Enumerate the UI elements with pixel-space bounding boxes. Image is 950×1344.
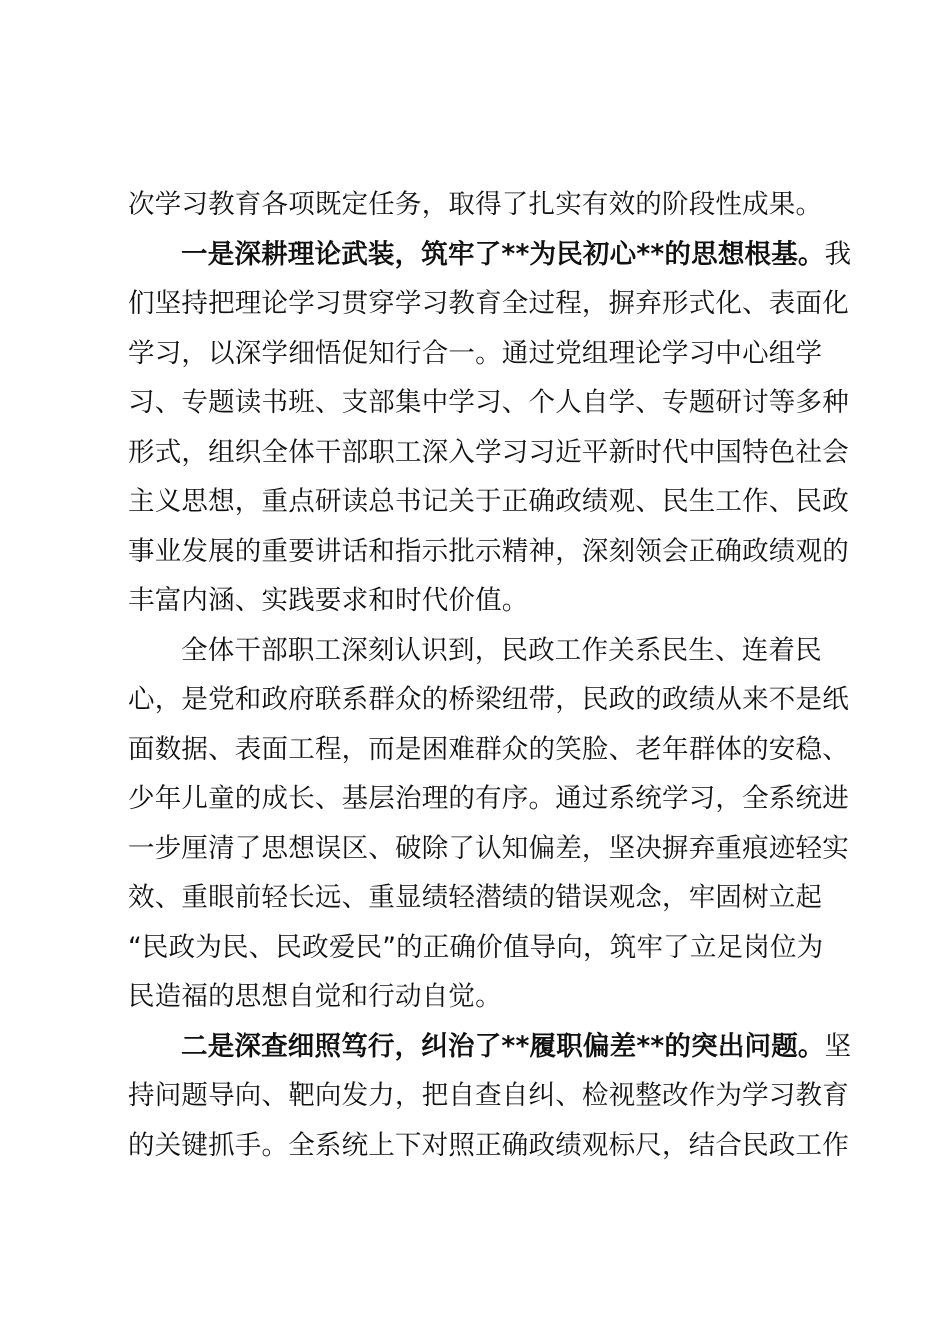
text-line (128, 180, 832, 230)
text-line (128, 725, 849, 775)
text-line (128, 923, 832, 973)
text-line (128, 1121, 849, 1171)
body-text-segment: 次学习教育各项既定任务，取得了扎实有效的阶段性成果。 (128, 189, 823, 220)
body-text-segment: 民造福的思想自觉和行动自觉。 (128, 981, 502, 1012)
bold-heading-text: 一是深耕理论武装，筑牢了**为民初心**的思想根基。 (181, 238, 825, 270)
body-text-segment: 一步厘清了思想误区、破除了认知偏差，坚决摒弃重痕迹轻实 (128, 832, 849, 864)
text-line (128, 378, 849, 428)
text-line (128, 428, 849, 478)
text-line (128, 774, 849, 824)
document-body (128, 180, 852, 1170)
bold-heading-text: 二是深查细照笃行，纠治了**履职偏差**的突出问题。 (181, 1030, 825, 1062)
body-text-segment: 少年儿童的成长、基层治理的有序。通过系统学习，全系统进 (128, 783, 849, 814)
text-line (128, 477, 849, 527)
text-line (128, 230, 852, 280)
body-text-segment: “民政为民、民政爱民”的正确价值导向，筑牢了立足岗位为 (128, 931, 824, 963)
body-text-segment: 习、专题读书班、支部集中学习、个人自学、专题研讨等多种 (128, 387, 849, 418)
text-line (128, 824, 849, 874)
text-line (128, 576, 832, 626)
text-line (128, 626, 832, 676)
body-text-segment: 面数据、表面工程，而是困难群众的笑脸、老年群体的安稳、 (128, 733, 849, 765)
text-line (128, 329, 832, 379)
body-text-segment: 效、重眼前轻长远、重显绩轻潜绩的错误观念，牢固树立起 (128, 882, 823, 913)
body-text-segment: 主义思想，重点研读总书记关于正确政绩观、民生工作、民政 (128, 486, 849, 517)
text-line (128, 1071, 849, 1121)
body-text-segment: 丰富内涵、实践要求和时代价值。 (128, 585, 529, 616)
body-text-segment: 学习，以深学细悟促知行合一。通过党组理论学习中心组学 (128, 337, 823, 369)
text-line (128, 873, 832, 923)
body-text-segment: 们坚持把理论学习贯穿学习教育全过程，摒弃形式化、表面化 (128, 288, 849, 319)
text-line (128, 527, 849, 577)
body-text-segment: 我 (824, 238, 852, 270)
body-text-segment: 形式，组织全体干部职工深入学习习近平新时代中国特色社会 (128, 436, 849, 468)
body-text-segment: 坚 (824, 1030, 852, 1062)
body-text-segment: 事业发展的重要讲话和指示批示精神，深刻领会正确政绩观的 (128, 535, 849, 567)
body-text-segment: 心，是党和政府联系群众的桥梁纽带，民政的政绩从来不是纸 (128, 684, 849, 715)
text-line (128, 279, 849, 329)
body-text-segment: 全体干部职工深刻认识到，民政工作关系民生、连着民 (181, 634, 822, 666)
text-line (128, 1022, 852, 1072)
body-text-segment: 的关键抓手。全系统上下对照正确政绩观标尺，结合民政工作 (128, 1129, 849, 1161)
text-line (128, 675, 849, 725)
text-line (128, 972, 832, 1022)
body-text-segment: 持问题导向、靶向发力，把自查自纠、检视整改作为学习教育 (128, 1080, 849, 1111)
